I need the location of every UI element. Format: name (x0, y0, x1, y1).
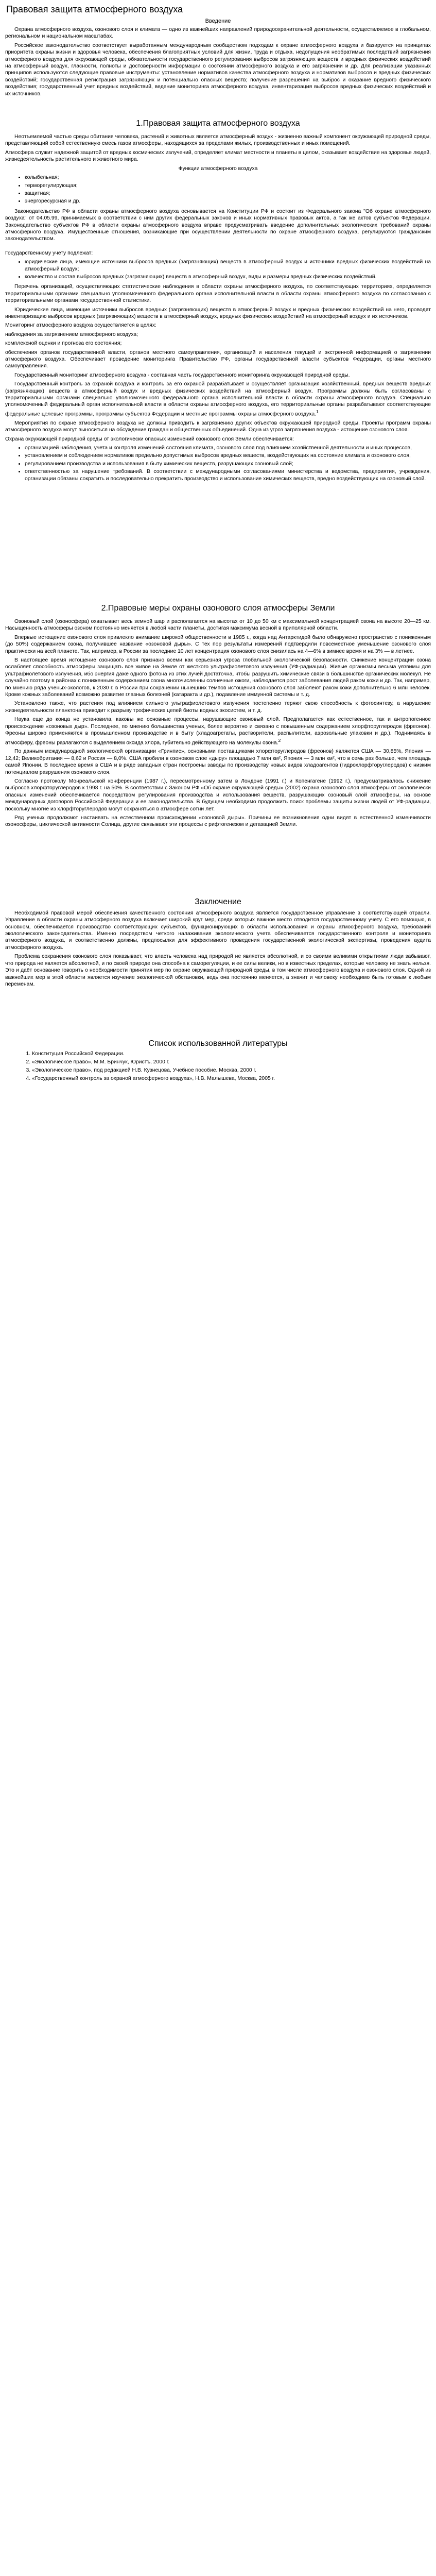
spacer (5, 485, 431, 604)
section-2-paragraph: По данным международной экологической организации «Гринпис», основными поставщиками хлорфторуглеродов (фреонов) являются США — 30,85%, Япония — 12,42; Великобритания — 8,62 и Россия — 8,0%. США пробили в озоновом слое «дыру» площадью 7 млн км², Япония — 3 млн км², что в семь раз больше, чем площадь самой Японии. В последнее время в США и в ряде западных стран построены заводы по производству новых видов хладоагентов (гидрохлорфторуглеродов) с низким потенциалом разрушения озонового слоя. (5, 749, 431, 775)
section-2-paragraph: Впервые истощение озонового слоя привлекло внимание широкой общественности в 1985 г., когда над Антарктидой было обнаружено пространство с пониженным (до 50%) содержанием озона, получившее название «озоновой дыры». С тех пор результаты измерений подтвердили повсеместное уменьшение озонового слоя практически на всей планете. Так, например, в России за последние 10 лет концентрация озонового слоя снизилась на 4—6% в зимнее время и на 3% — в летнее. (5, 634, 431, 654)
list-item: • энергоресурсная и др. (25, 198, 431, 205)
functions-heading: Функции атмосферного воздуха (178, 165, 258, 172)
spacer (5, 613, 431, 618)
list-item: • количество и состав выбросов вредных (загрязняющих) веществ в атмосферный воздух, виды и размеры вредных физических воздействий. (25, 274, 431, 280)
footnote-marker: 1 (316, 409, 319, 414)
section-1-paragraph: Юридические лица, имеющие источники выбросов вредных (загрязняющих) веществ в атмосферный воздух и вредных физических воздействий на него, проводят инвентаризацию выбросов вредных (загрязняющих) веществ в атмосферный воздух, вредных физических воздействий на атмосферный воздух и их источников. (5, 307, 431, 319)
spacer (5, 245, 431, 250)
spacer (5, 128, 431, 133)
section-1-paragraph: Атмосфера служит надежной защитой от вредных космических излучений, определяет климат местности и планеты в целом, оказывает воздействие на здоровье людей, жизнедеятельность растительного и животного мира. (5, 149, 431, 163)
spacer (5, 990, 431, 1039)
conclusion-heading: Заключение (195, 897, 241, 906)
section-2 (5, 604, 431, 828)
reference-item: 1. Конституция Российской Федерации. (32, 1050, 431, 1058)
paragraph-text: Государственный контроль за охраной воздуха и контроль за его охраной разрабатывает и осуществляет организация хозяйственный, вредных веществ вредных (загрязняющих) веществ в атмосферный воздух и вредных физических воздействий на атмосферный воздух. Программы должны быть согласованы с территориальными органами специально уполномоченного федерального органа исполнительной власти в области охраны атмосферного воздуха. Специально уполномоченный федеральный орган исполнительной власти в области охраны атмосферного воздуха, его территориальные органы разрабатывают соответствующие федеральные целевые программы, программы субъектов Федерации и местные программы охраны атмосферного воздуха. (5, 381, 431, 417)
list-item: • юридические лица, имеющие источники выбросов вредных (загрязняющих) веществ в атмосферный воздух и источники вредных физических воздействий на атмосферный воздух; (25, 259, 431, 273)
intro-heading: Введение (205, 18, 231, 24)
list-item: • установлением и соблюдением нормативов предельно допустимых выбросов вредных веществ, воздействующих на состояние климата и озонового слоя, (25, 452, 431, 459)
section-2-paragraph (5, 716, 431, 746)
spacer (5, 831, 431, 897)
list-item: • организацией наблюдения, учета и контроля изменений состояния климата, озонового слоя под влиянием хозяйственной деятельности и иных процессов, (25, 445, 431, 451)
reference-item: 2. «Экологическое право», М.М. Бринчук, Юристъ, 2000 г. (32, 1059, 431, 1066)
registration-list (5, 259, 431, 280)
section-1-paragraph: Государственный мониторинг атмосферного воздуха - составная часть государственного мониторинга окружающей природной среды. (14, 372, 350, 378)
functions-list (5, 174, 431, 205)
ozone-measures-list (5, 445, 431, 482)
paragraph-text: Наука еще до конца не установила, каковы же основные процессы, нарушающие озоновый слой. Предполагается как естественное, так и антропогенное происхождение «озоновых дыр». Последнее, по мнению большинства ученых, более вероятно и связано с повышенным содержанием хлорфторуглеродов (фреонов). Фреоны широко применяются в промышленном производстве и в быту (хладоагрегаты, растворители, распылители, аэрозольные упаковки и др.). Поднимаясь в атмосферу, фреоны разлагаются с выделением оксида хлора, губительно действующего на молекулы озона. (5, 717, 431, 745)
monitoring-line: обеспечения органов государственной власти, органов местного самоуправления, организаций и населения текущей и экстренной информацией о загрязнении атмосферного воздуха. Обеспечивает проведение мониторинга Правительство РФ, органы государственной власти субъектов Федерации, органы местного самоуправления. (5, 349, 431, 369)
section-1-paragraph: Перечень организаций, осуществляющих статистические наблюдения в области охраны атмосферного воздуха, по соответствующих территориях, определяется территориальными органами специально уполномоченного федерального органа исполнительной власти в области охраны атмосферного воздуха по согласованию с территориальными органами государственной статистики. (5, 284, 431, 304)
monitoring-line: наблюдения за загрязнением атмосферного воздуха; (5, 331, 138, 337)
section-1-paragraph: Охрана окружающей природной среды от экологически опасных изменений озонового слоя Земли обеспечивается: (5, 436, 294, 442)
conclusion-paragraph: Необходимой правовой мерой обеспечения качественного состояния атмосферного воздуха является государственное управление в соответствующей отрасли. Управление в области охраны атмосферного воздуха включает широкий круг мер, среди которых важное место отводится государственному учету. С его помощью, в основном, обеспечивается производство соответствующих субъектов, функционирующих в области использования и охраны атмосферного воздуха, требований экологического законодательства. Именно посредством четкого налаживания экологического учета обеспечивается государственного контроля и мониторинга атмосферного воздуха, и соответственно должны, предпосылки для эффективного проведения государственной экологической экспертизы, проведения аудита атмосферного воздуха. (5, 910, 431, 951)
section-2-paragraph: Согласно протоколу Монреальской конференции (1987 г.), пересмотренному затем в Лондоне (1991 г.) и Копенгагене (1992 г.), предусматривалось снижение выбросов хлорфторуглеродов к 1998 г. на 50%. В соответствии с Законом РФ «Об охране окружающей среды» (2002) охрана озонового слоя атмосферы от экологически опасных изменений обеспечивается посредством регулирования производства и использования веществ, разрушающих озоновый слой атмосферы, на основе международных договоров Российской Федерации и ее законодательства. В будущем необходимо продолжить поиск проблемы защиты жизни людей от УФ-радиации, поскольку многие из хлорфторуглеродов могут сохраняться в атмосфере сотни лет. (5, 778, 431, 812)
references-section (5, 1039, 431, 1082)
section-1-paragraph: Законодательство РФ в области охраны атмосферного воздуха основывается на Конституции РФ и состоит из Федерального закона "Об охране атмосферного воздуха" от 04.05.99, принимаемых в соответствии с ним других федеральных законов и иных нормативных правовых актов, а так же актов субъектов Федерации. Законодательство субъектов РФ в области охраны атмосферного воздуха вправе предусматривать введение дополнительных экологических требований охраны атмосферного воздуха. Имущественные отношения, возникающие при осуществлении деятельности по охране атмосферного воздуха, регулируются гражданским законодательством. (5, 208, 431, 242)
section-1-paragraph: Неотъемлемой частью среды обитания человека, растений и животных является атмосферный воздух - жизненно важный компонент окружающей природной среды, представляющий собой естественную смесь газов атмосферы, находящихся за пределами жилых, производственных и иных помещений. (5, 134, 431, 147)
list-item: • ответственностью за нарушение требований. В соответствии с международными согласованиями министерства и ведомства, предприятия, учреждения, организации обязаны сократить и последовательно прекратить производство и использование химических веществ, вредно воздействующих на озоновый слой. (25, 468, 431, 482)
reference-item: 3. «Экологическое право», под редакцией Н.В. Кузнецова, Учебное пособие. Москва, 2000 г. (32, 1067, 431, 1074)
section-2-paragraph: В настоящее время истощение озонового слоя признано всеми как серьезная угроза глобальной экологической безопасности. Снижение концентрации озона ослабляет способность атмосферы защищать все живое на Земле от жесткого ультрафиолетового излучения (УФ-радиации). Живые организмы весьма уязвимы для ультрафиолетового излучения, ибо энергия даже одного фотона из этих лучей достаточна, чтобы разрушить химические связи в большинстве органических молекул. Не случайно поэтому в районах с пониженным содержанием озона многочисленны солнечные ожоги, наблюдается рост заболевания людей раком кожи и др. Так, например, по мнению ряда ученых-экологов, к 2030 г. в России при сохранении нынешних темпов истощения озонового слоя заболеют раком кожи дополнительно 6 млн человек. Кроме кожных заболеваний возможно развитие глазных болезней (катаракта и др.), подавление иммунной системы и т. д. (5, 657, 431, 698)
section-2-paragraph: Установлено также, что растения под влиянием сильного ультрафиолетового излучения постепенно теряют свою способность к фотосинтезу, а нарушение жизнедеятельности планктона приводит к разрыву трофических цепей биоты водных экосистем, и т. д. (5, 701, 431, 714)
monitoring-intro: Мониторинг атмосферного воздуха осуществляется в целях: (5, 323, 156, 329)
reference-item: 4. «Государственный контроль за охраной атмосферного воздуха», Н.В. Малышева, Москва, 2005 г. (32, 1075, 431, 1082)
references-list (5, 1050, 431, 1082)
registration-intro: Государственному учету подлежат: (5, 250, 93, 256)
section-2-paragraph: Озоновый слой (озоносфера) охватывает весь земной шар и располагается на высотах от 10 до 50 км с максимальной концентрацией озона на высоте 20—25 км. Насыщенность атмосферы озоном постоянно меняется в любой части планеты, достигая максимума весной в приполярной области. (5, 619, 431, 632)
footnote-marker: 2 (278, 737, 281, 743)
list-item: • регулированием производства и использования в быту химических веществ, разрушающих озоновый слой; (25, 461, 431, 467)
section-1-paragraph: Мероприятия по охране атмосферного воздуха не должны приводить к загрязнению других объектов окружающей природной среды. Проекты программ охраны атмосферного воздуха могут выноситься на обсуждение граждан и общественных объединений. Одна из угроз загрязнения воздуха - истощение озонового слоя. (5, 420, 431, 433)
spacer (5, 99, 431, 119)
document-title: Правовая защита атмосферного воздуха (6, 4, 183, 14)
references-heading: Список использованной литературы (148, 1039, 288, 1048)
list-item: • терморегулирующая; (25, 182, 431, 189)
section-2-heading: 2.Правовые меры охраны озонового слоя атмосферы Земли (101, 604, 335, 613)
conclusion-paragraph: Проблема сохранения озонового слоя показывает, что власть человека над природой не является абсолютной, и со своими великими открытиями люди забывают, что природа не является абсолютной, и по своей природе она способна к саморегуляции, и ее силы велики, но в известных пределах, которые человеку не знать нельзя. Это и даёт основание говорить о необходимости принятия мер по охране окружающей природной среды, в том числе атмосферного воздуха и озонового слоя. Одной из важнейших мер в этой области является изучение экологической обстановки, ведь она постоянно меняется, а значит и человеку необходимо быть готовым к любым переменам. (5, 954, 431, 987)
section-1-heading: 1.Правовая защита атмосферного воздуха (136, 119, 300, 128)
section-1 (5, 119, 431, 482)
section-2-paragraph: Ряд ученых продолжают настаивать на естественном происхождении «озоновой дыры». Причины ее возникновения одни видят в естественной изменчивости озоносферы, циклической активности Солнца, другие связывают эти процессы с рифтогенезом и дегазацией Земли. (5, 815, 431, 828)
section-1-paragraph (5, 381, 431, 418)
intro-paragraph: Охрана атмосферного воздуха, озонового слоя и климата — одно из важнейших направлений природоохранительной деятельности, осуществляемое в глобальном, региональном и национальном масштабах. (5, 27, 431, 40)
conclusion-section (5, 897, 431, 988)
intro-section (5, 18, 431, 97)
list-item: • колыбельная; (25, 174, 431, 181)
list-item: • защитная; (25, 190, 431, 197)
intro-paragraph: Российское законодательство соответствует выработанным международным сообществом подходам к охране атмосферного воздуха и базируется на принципах приоритета охраны жизни и здоровья человека, обеспечения благоприятных условий для жизни, труда и отдыха, недопущения необратимых последствий загрязнения атмосферного воздуха для окружающей среды, обязательности государственного регулирования выбросов загрязняющих веществ и вредных физических воздействий на атмосферный воздух, гласности, полноты и достоверности информации о состоянии атмосферного воздуха и его загрязнении и др. Для реализации указанных принципов используются следующие правовые инструменты: установление нормативов качества атмосферного воздуха и нормативов выбросов и вредных физических воздействий; государственная регистрация загрязняющих и потенциально опасных веществ; получение разрешения на выброс и оказание вредного физического воздействия; государственный учет вредных воздействий, ведение мониторинга атмосферного воздуха, инвентаризация выбросов вредных физических воздействий и их источников. (5, 42, 431, 97)
monitoring-line: комплексной оценки и прогноза его состояния; (5, 341, 122, 347)
